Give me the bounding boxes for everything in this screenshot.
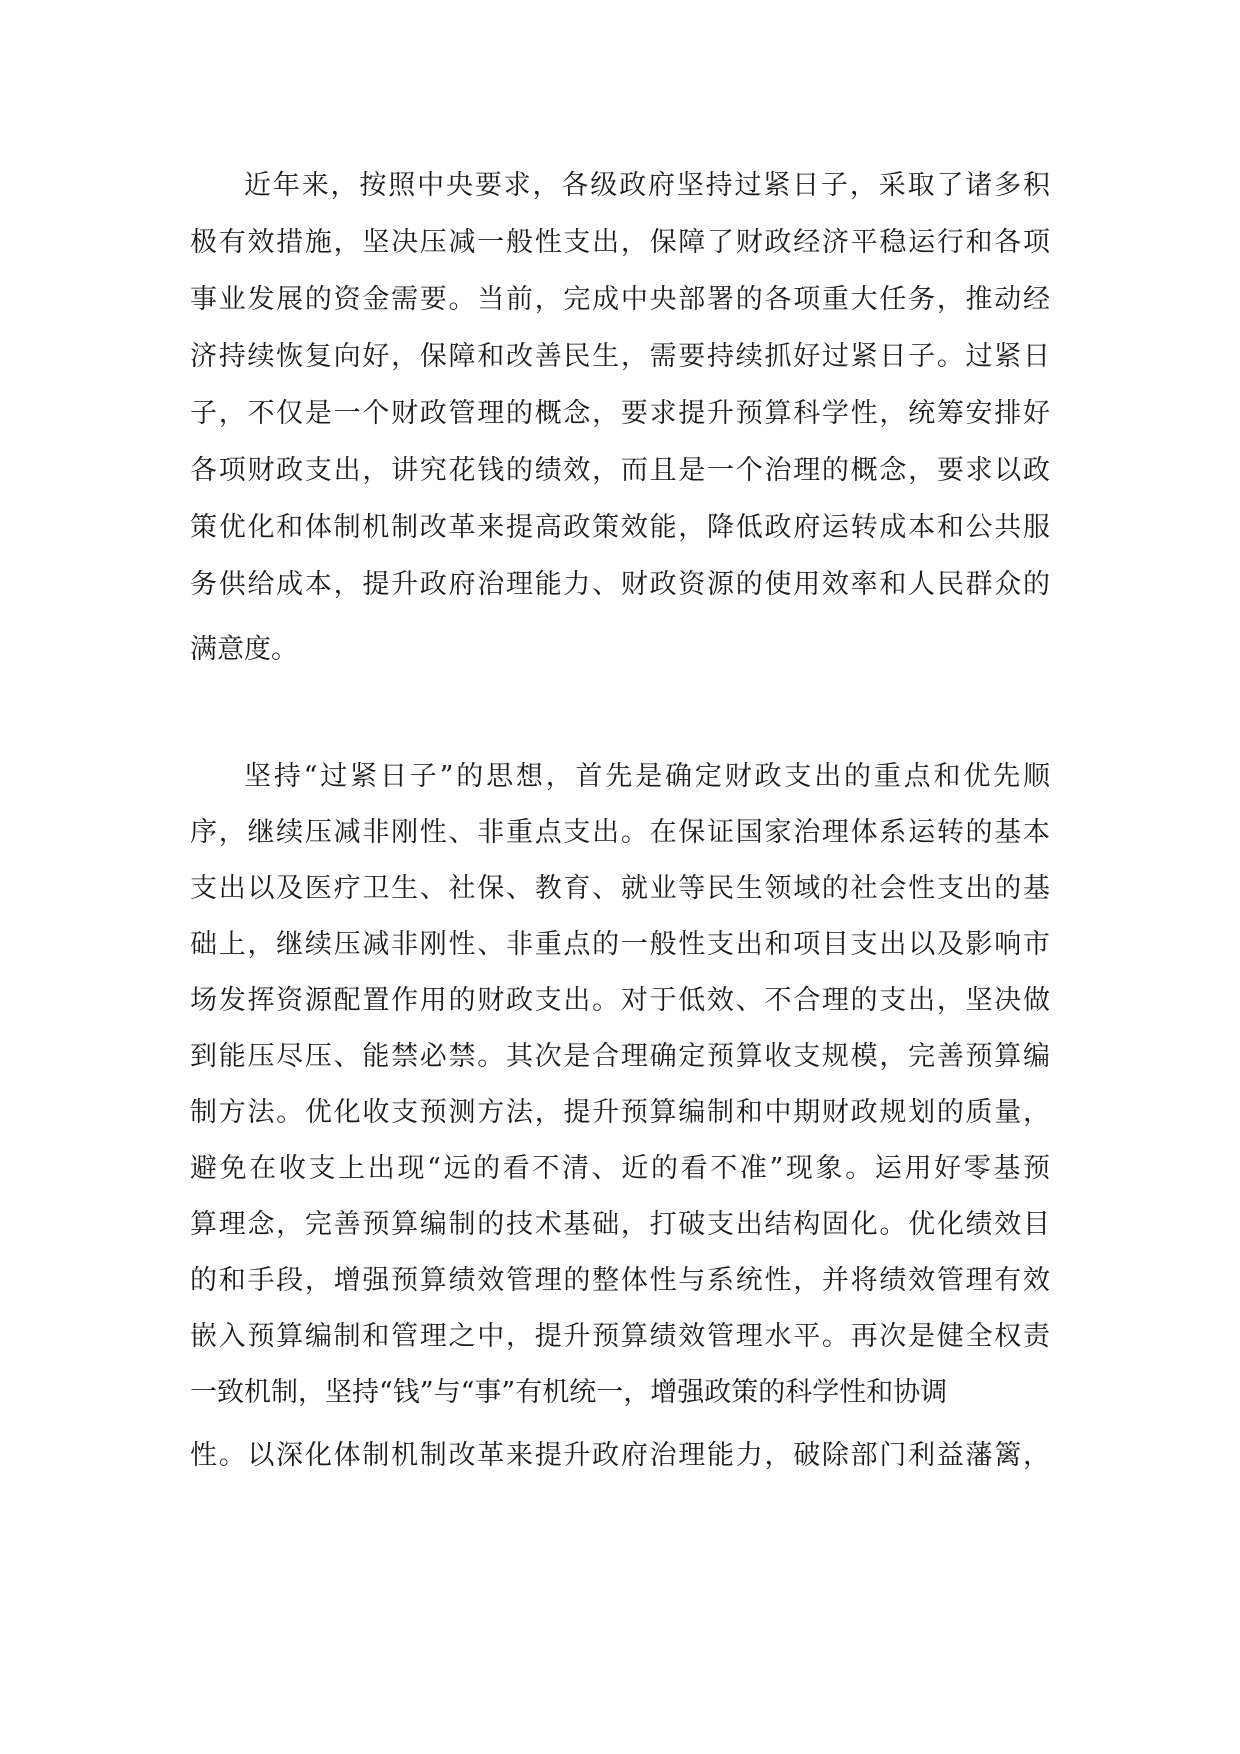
paragraph-2-line-9: 算理念，完善预算编制的技术基础，打破支出结构固化。优化绩效目 [190,1209,1050,1240]
paragraph-2-line-5: 场发挥资源配置作用的财政支出。对于低效、不合理的支出，坚决做 [190,985,1050,1016]
paragraph-1-line-1: 近年来，按照中央要求，各级政府坚持过紧日子，采取了诸多积 [244,170,1050,201]
paragraph-1-line-4: 济持续恢复向好，保障和改善民生，需要持续抓好过紧日子。过紧日 [190,341,1050,372]
paragraph-2-line-3: 支出以及医疗卫生、社保、教育、就业等民生领域的社会性支出的基 [190,873,1050,904]
paragraph-2-line-7: 制方法。优化收支预测方法，提升预算编制和中期财政规划的质量， [190,1097,1050,1128]
paragraph-1-line-3: 事业发展的资金需要。当前，完成中央部署的各项重大任务，推动经 [190,284,1050,315]
paragraph-1-line-8: 务供给成本，提升政府治理能力、财政资源的使用效率和人民群众的 [190,569,1050,600]
paragraph-2-line-10: 的和手段，增强预算绩效管理的整体性与系统性，并将绩效管理有效 [190,1265,1050,1296]
paragraph-2-line-11: 嵌入预算编制和管理之中，提升预算绩效管理水平。再次是健全权责 [190,1321,1050,1352]
paragraph-1-line-2: 极有效措施，坚决压减一般性支出，保障了财政经济平稳运行和各项 [190,227,1050,258]
paragraph-2-line-13: 性。以深化体制机制改革来提升政府治理能力，破除部门利益藩篱， [190,1440,1050,1471]
paragraph-1-line-7: 策优化和体制机制改革来提高政策效能，降低政府运转成本和公共服 [190,512,1050,543]
paragraph-1-line-5: 子，不仅是一个财政管理的概念，要求提升预算科学性，统筹安排好 [190,398,1050,429]
paragraph-2-line-4: 础上，继续压减非刚性、非重点的一般性支出和项目支出以及影响市 [190,929,1050,960]
paragraph-1-line-9: 满意度。 [190,634,298,665]
paragraph-2-line-2: 序，继续压减非刚性、非重点支出。在保证国家治理体系运转的基本 [190,817,1050,848]
paragraph-1-line-6: 各项财政支出，讲究花钱的绩效，而且是一个治理的概念，要求以政 [190,455,1050,486]
paragraph-2-line-8: 避免在收支上出现“远的看不清、近的看不准”现象。运用好零基预 [190,1153,1050,1184]
paragraph-2-line-12: 一致机制，坚持“钱”与“事”有机统一，增强政策的科学性和协调 [190,1377,948,1408]
paragraph-2-line-1: 坚持“过紧日子”的思想，首先是确定财政支出的重点和优先顺 [244,761,1050,792]
paragraph-2-line-6: 到能压尽压、能禁必禁。其次是合理确定预算收支规模，完善预算编 [190,1041,1050,1072]
